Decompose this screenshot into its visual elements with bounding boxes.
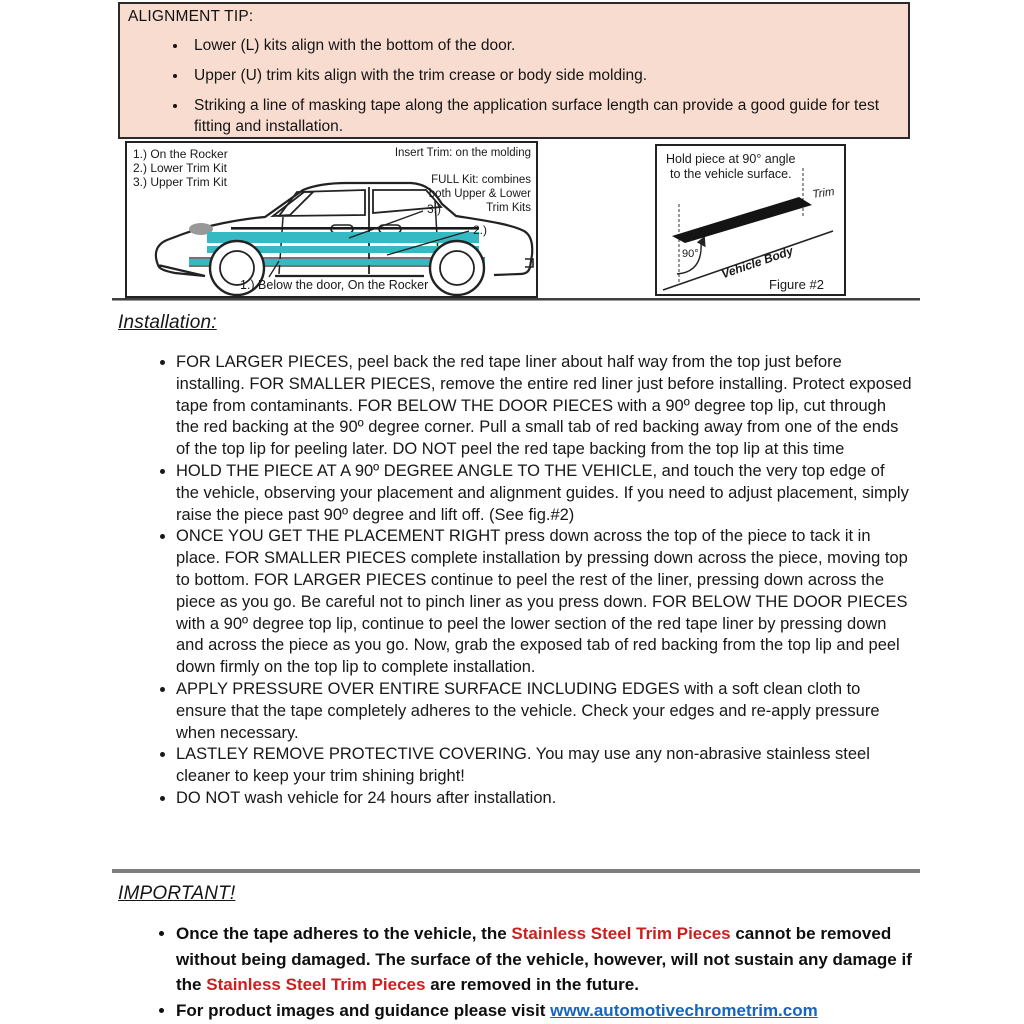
installation-step: • LASTLEY REMOVE PROTECTIVE COVERING. You may use any non-abrasive stainless steel cleaner to keep your trim shining bright! — [176, 744, 912, 788]
trim-label: Trim — [811, 186, 836, 201]
installation-heading: Installation: — [118, 312, 217, 333]
figure2-caption-line: Hold piece at 90° angle — [666, 152, 796, 166]
important-list — [148, 921, 914, 1023]
important-heading: IMPORTANT! — [118, 883, 236, 904]
callout-1-label: 1.) Below the door, On the Rocker — [240, 278, 429, 292]
figure2-diagram — [655, 144, 846, 296]
car-trim-diagram — [125, 141, 538, 298]
section-divider — [112, 298, 920, 301]
trim-piece-icon — [672, 197, 812, 243]
important-text: are removed in the future. — [425, 975, 639, 994]
figure2-number-label: Figure #2 — [769, 277, 824, 292]
stainless-steel-phrase: Stainless Steel Trim Pieces — [511, 924, 731, 943]
important-text: cannot be removed without being damaged. The surface of the vehicle, however, will not sustain any damage if the — [176, 924, 912, 994]
important-text: For product images and guidance please visit — [176, 1000, 551, 1020]
car-legend-line: 1.) On the Rocker — [133, 147, 228, 161]
important-note — [176, 998, 914, 1024]
callout-2-label: 2.) — [473, 223, 488, 237]
installation-step: • HOLD THE PIECE AT A 90º DEGREE ANGLE TO THE VEHICLE, and touch the very top edge of the vehicle, observing your placement and alignment guides. If you need to adjust placement, simply raise the piece past 90º degree and lift off. (See fig.#2) — [176, 461, 912, 526]
installation-step: • APPLY PRESSURE OVER ENTIRE SURFACE INCLUDING EDGES with a soft clean cloth to ensure that the tape completely adheres to the vehicle. Check your edges and re-apply pressure when necessary. — [176, 679, 912, 744]
installation-step: • ONCE YOU GET THE PLACEMENT RIGHT press down across the top of the piece to tack it in place. FOR SMALLER PIECES complete installation by pressing down across the piece, moving top to bottom. FOR LARGER PIECES continue to peel the rest of the liner, pressing down across the piece as you go. Be careful not to pinch liner as you press down. FOR BELOW THE DOOR PIECES with a 90º degree top lip, continue to peel the lower section of the red tape liner by pressing down and across the piece as you go. Now, grab the exposed tab of red backing from the top lip and peel down firmly on the top lip to complete installation. — [176, 526, 912, 679]
alignment-tip-list — [128, 35, 898, 137]
section-divider — [112, 869, 920, 873]
car-legend-line: 2.) Lower Trim Kit — [133, 161, 228, 175]
installation-list — [148, 352, 912, 810]
angle-label: 90° — [682, 248, 699, 260]
insert-trim-note: Insert Trim: on the molding — [394, 147, 531, 159]
alignment-tip-box — [118, 2, 910, 139]
full-kit-note-line: Trim Kits — [486, 202, 531, 214]
installation-step: • FOR LARGER PIECES, peel back the red tape liner about half way from the top just before installing. FOR SMALLER PIECES, remove the entire red liner just before installing. Protect exposed tape from contaminants. FOR BELOW THE DOOR PIECES with a 90º degree top lip, cut through the red backing at the 90º degree corner. Pull a small tab of red backing away from one of the ends of the top lip for peeling later. DO NOT peel the red tape backing from the top lip at this time — [176, 352, 912, 461]
callout-3-label: 3.) — [427, 202, 442, 216]
full-kit-note-line: both Upper & Lower — [428, 188, 531, 200]
car-legend-line: 3.) Upper Trim Kit — [133, 175, 228, 189]
alignment-tip-item: • Upper (U) trim kits align with the trim crease or body side molding. — [188, 65, 898, 86]
full-kit-note-line: FULL Kit: combines — [431, 174, 531, 186]
alignment-tip-item: • Lower (L) kits align with the bottom of the door. — [188, 35, 898, 56]
website-link[interactable]: www.automotivechrometrim.com — [550, 1000, 818, 1020]
figure2-caption-line: to the vehicle surface. — [670, 167, 792, 181]
vehicle-body-label: Vehicle Body — [719, 243, 795, 282]
alignment-tip-title: ALIGNMENT TIP: — [128, 8, 254, 25]
figure2-svg — [657, 146, 844, 294]
important-note — [176, 921, 914, 998]
car-diagram-svg — [127, 143, 536, 296]
stainless-steel-phrase: Stainless Steel Trim Pieces — [206, 975, 426, 994]
important-text: Once the tape adheres to the vehicle, the — [176, 924, 512, 943]
alignment-tip-item: • Striking a line of masking tape along the application surface length can provide a good guide for test fitting and installation. — [188, 95, 898, 137]
installation-step: • DO NOT wash vehicle for 24 hours after installation. — [176, 788, 912, 810]
